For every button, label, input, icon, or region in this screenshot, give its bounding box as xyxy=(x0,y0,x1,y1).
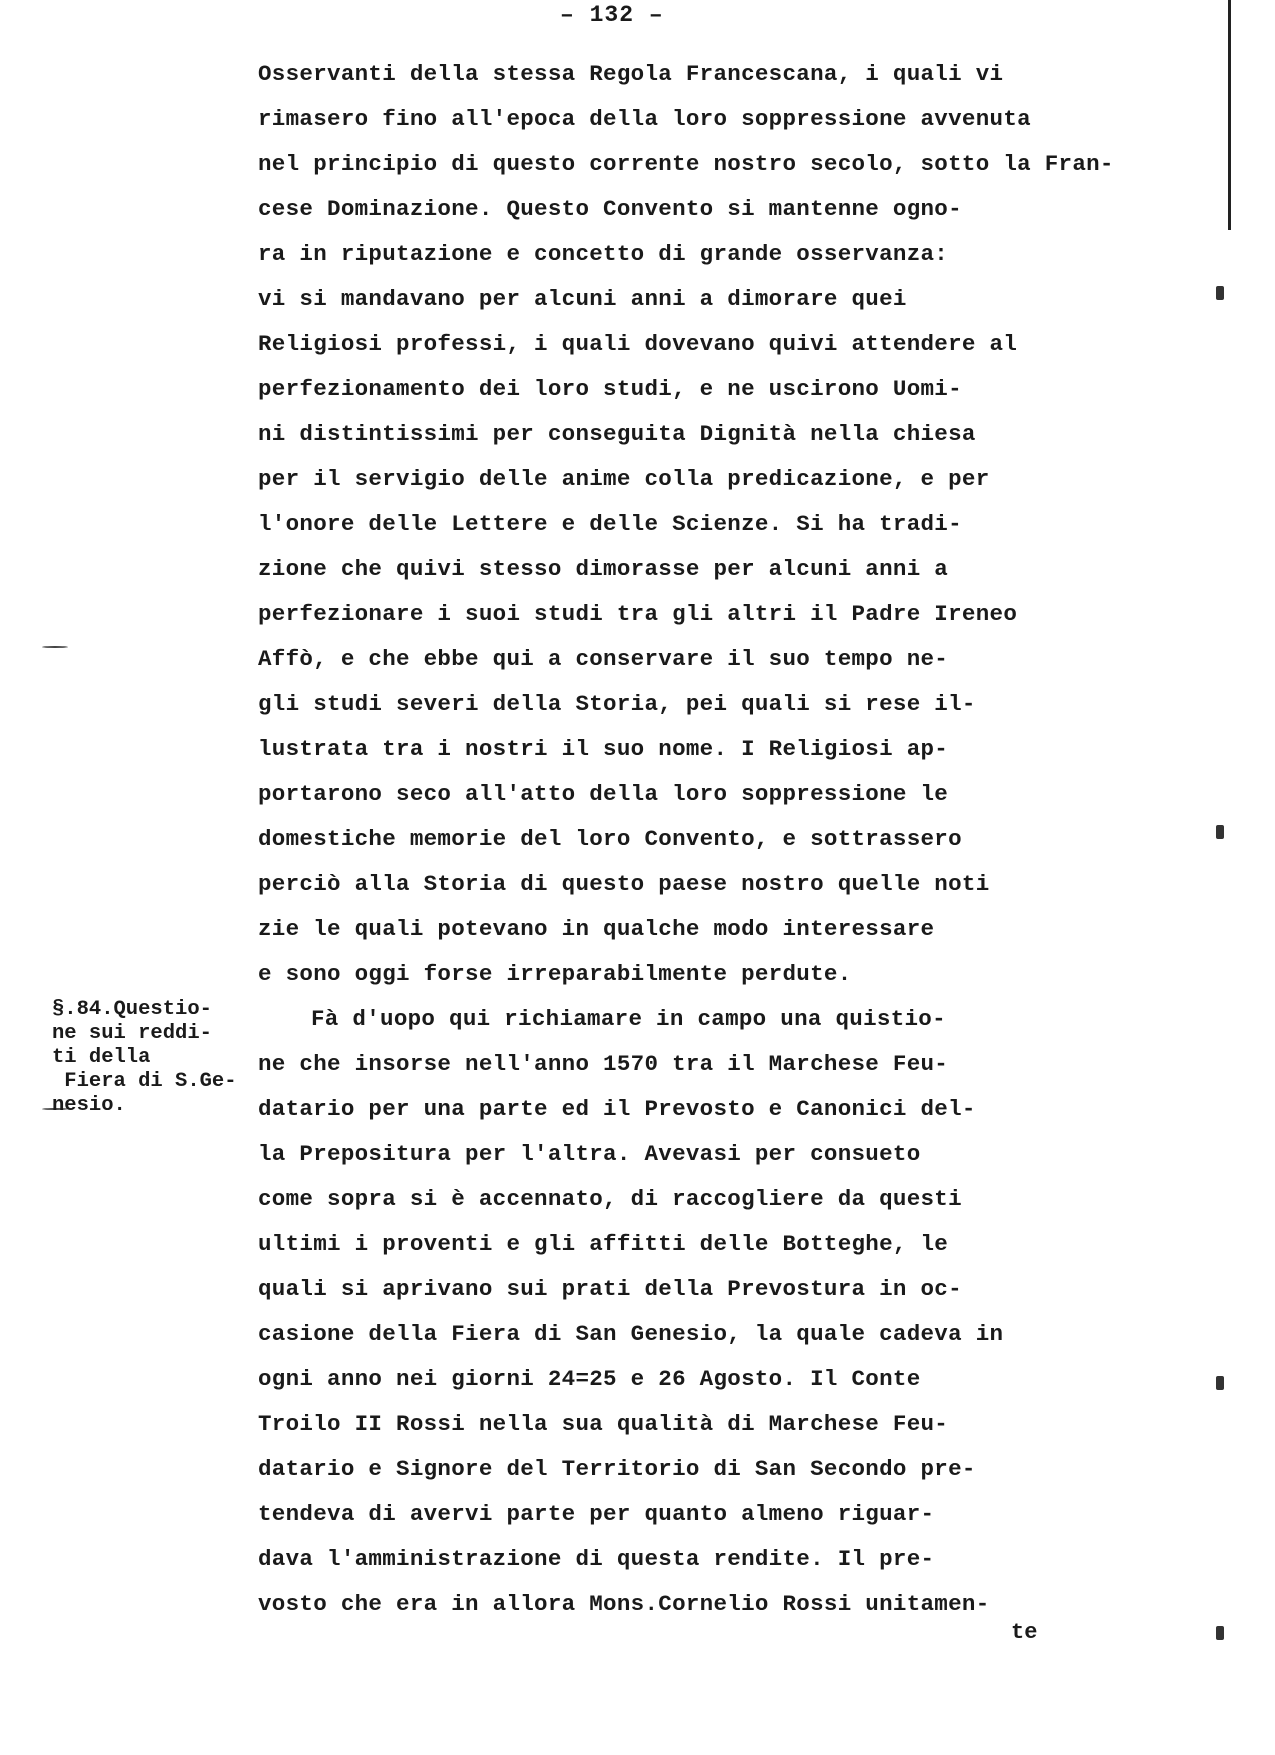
text-line: ogni anno nei giorni 24=25 e 26 Agosto. Il Conte xyxy=(258,1366,921,1392)
text-line: portarono seco all'atto della loro soppressione le xyxy=(258,781,949,807)
text-line: tendeva di avervi parte per quanto almeno riguar- xyxy=(258,1501,935,1527)
text-line: quali si aprivano sui prati della Prevostura in oc- xyxy=(258,1276,962,1302)
margin-dash xyxy=(42,646,68,648)
text-line: vi si mandavano per alcuni anni a dimorare quei xyxy=(258,286,907,312)
text-line: la Prepositura per l'altra. Avevasi per consueto xyxy=(258,1141,921,1167)
marginal-note-line: ne sui reddi- xyxy=(52,1022,212,1045)
text-line: come sopra si è accennato, di raccogliere da questi xyxy=(258,1186,962,1212)
text-line: perfezionare i suoi studi tra gli altri il Padre Ireneo xyxy=(258,601,1018,627)
text-line: Osservanti della stessa Regola Francescana, i quali vi xyxy=(258,61,1004,87)
final-word: te xyxy=(1011,1620,1038,1645)
text-line: domestiche memorie del loro Convento, e sottrassero xyxy=(258,826,962,852)
text-line: Religiosi professi, i quali dovevano quivi attendere al xyxy=(258,331,1018,357)
text-line: dava l'amministrazione di questa rendite. Il pre- xyxy=(258,1546,935,1572)
text-line: ne che insorse nell'anno 1570 tra il Marchese Feu- xyxy=(258,1051,949,1077)
text-line: perciò alla Storia di questo paese nostro quelle noti xyxy=(258,871,990,897)
text-line: cese Dominazione. Questo Convento si mantenne ogno- xyxy=(258,196,962,222)
text-line: ni distintissimi per conseguita Dignità nella chiesa xyxy=(258,421,976,447)
text-line: zione che quivi stesso dimorasse per alcuni anni a xyxy=(258,556,949,582)
text-line: datario per una parte ed il Prevosto e Canonici del- xyxy=(258,1096,976,1122)
text-line: Troilo II Rossi nella sua qualità di Marchese Feu- xyxy=(258,1411,949,1437)
text-line: datario e Signore del Territorio di San Secondo pre- xyxy=(258,1456,976,1482)
text-line: per il servigio delle anime colla predicazione, e per xyxy=(258,466,990,492)
text-line: l'onore delle Lettere e delle Scienze. Si ha tradi- xyxy=(258,511,962,537)
marginal-note xyxy=(52,998,262,1118)
text-line: casione della Fiera di San Genesio, la quale cadeva in xyxy=(258,1321,1004,1347)
binding-mark xyxy=(1216,1626,1224,1640)
marginal-note-line: Fiera di S.Ge- xyxy=(52,1070,237,1093)
text-line: lustrata tra i nostri il suo nome. I Religiosi ap- xyxy=(258,736,949,762)
page-number: – 132 – xyxy=(560,2,664,28)
marginal-note-line: ti della xyxy=(52,1046,151,1069)
text-line: ultimi i proventi e gli affitti delle Botteghe, le xyxy=(258,1231,949,1257)
body-text xyxy=(258,52,1248,1627)
text-line: Fà d'uopo qui richiamare in campo una quistio- xyxy=(311,1006,946,1032)
text-line: gli studi severi della Storia, pei quali si rese il- xyxy=(258,691,976,717)
text-line: nel principio di questo corrente nostro secolo, sotto la Fran- xyxy=(258,151,1114,177)
text-line: Affò, e che ebbe qui a conservare il suo tempo ne- xyxy=(258,646,949,672)
text-line: ra in riputazione e concetto di grande osservanza: xyxy=(258,241,949,267)
text-line: rimasero fino all'epoca della loro soppressione avvenuta xyxy=(258,106,1031,132)
text-line: zie le quali potevano in qualche modo interessare xyxy=(258,916,935,942)
marginal-note-line: §.84.Questio- xyxy=(52,998,212,1021)
text-line: e sono oggi forse irreparabilmente perdute. xyxy=(258,961,852,987)
marginal-note-line: nesio. xyxy=(52,1094,126,1117)
text-line: perfezionamento dei loro studi, e ne uscirono Uomi- xyxy=(258,376,962,402)
text-line: vosto che era in allora Mons.Cornelio Rossi unitamen- xyxy=(258,1591,990,1617)
